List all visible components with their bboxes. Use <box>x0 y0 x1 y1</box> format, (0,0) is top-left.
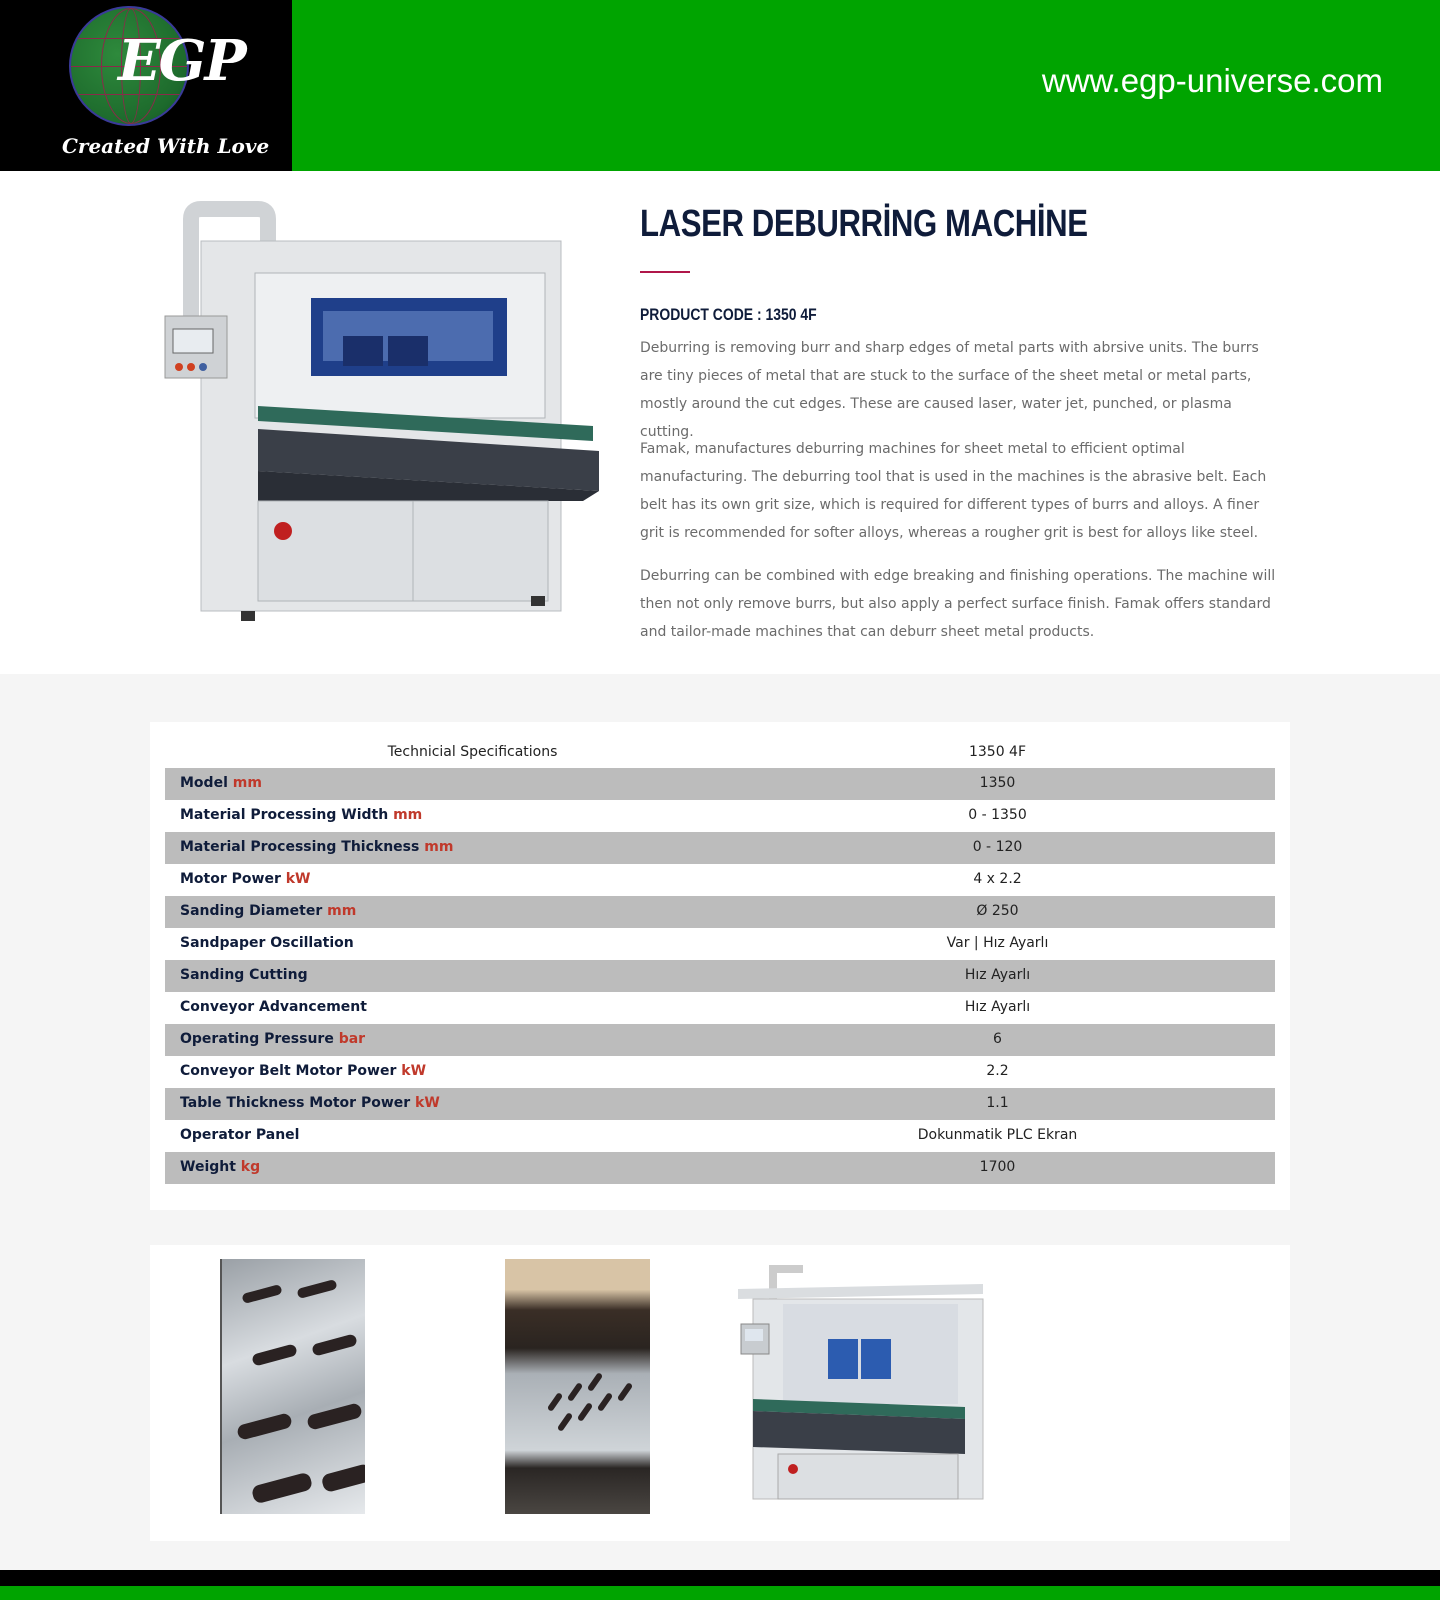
description-paragraph: Famak, manufactures deburring machines for sheet metal to efficient optimal manufacturing. The deburring tool that is used in the machines is the abrasive belt. Each belt has its own grit size, which is required for different types of burrs and alloys. A finer grit is recommended for softer alloys, whereas a rougher grit is best for alloys like steel. <box>640 441 1267 541</box>
footer-accent-bar <box>0 1586 1440 1600</box>
spec-name: Material Processing Thickness <box>180 839 420 855</box>
spec-label <box>180 1127 299 1143</box>
spec-value: 1350 <box>979 775 1016 791</box>
table-row <box>165 992 1275 1024</box>
table-row <box>165 1152 1275 1184</box>
spec-name: Material Processing Width <box>180 807 389 823</box>
table-row <box>165 1056 1275 1088</box>
footer-bar <box>0 1570 1440 1586</box>
spec-value: Var | Hız Ayarlı <box>946 935 1049 951</box>
spec-table-header <box>165 736 1275 768</box>
table-row <box>165 768 1275 800</box>
spec-value: 6 <box>993 1031 1002 1047</box>
table-row <box>165 832 1275 864</box>
spec-label <box>180 807 422 823</box>
table-row <box>165 1024 1275 1056</box>
spec-unit: mm <box>327 903 357 919</box>
table-row <box>165 896 1275 928</box>
spec-name: Sanding Cutting <box>180 967 308 983</box>
spec-unit: kW <box>401 1063 427 1079</box>
product-section <box>0 171 1440 674</box>
spec-name: Operating Pressure <box>180 1031 334 1047</box>
spec-name: Motor Power <box>180 871 281 887</box>
spec-label <box>180 775 262 791</box>
spec-header-model: 1350 4F <box>968 744 1027 760</box>
sheet-metal-slots-photo[interactable] <box>220 1259 365 1514</box>
logo-text: EGP <box>118 28 245 94</box>
spec-name: Operator Panel <box>180 1127 300 1143</box>
spec-label <box>180 967 308 983</box>
spec-label <box>180 903 356 919</box>
image-gallery <box>150 1245 1290 1541</box>
table-row <box>165 1120 1275 1152</box>
spec-value: Dokunmatik PLC Ekran <box>917 1127 1078 1143</box>
table-row <box>165 960 1275 992</box>
spec-value: Hız Ayarlı <box>964 999 1031 1015</box>
spec-name: Table Thickness Motor Power <box>180 1095 411 1111</box>
table-row <box>165 928 1275 960</box>
spec-name: Sandpaper Oscillation <box>180 935 354 951</box>
spec-label <box>180 1031 365 1047</box>
spec-name: Weight <box>180 1159 236 1175</box>
spec-value: 0 - 1350 <box>968 807 1027 823</box>
spec-label <box>180 935 354 951</box>
spec-unit: mm <box>393 807 423 823</box>
spec-name: Conveyor Advancement <box>180 999 367 1015</box>
spec-label <box>180 1095 440 1111</box>
spec-unit: mm <box>424 839 454 855</box>
deburred-sheet-photo[interactable] <box>505 1259 650 1514</box>
spec-unit: bar <box>338 1031 366 1047</box>
spec-value: 1700 <box>979 1159 1016 1175</box>
spec-value: 4 x 2.2 <box>973 871 1022 887</box>
spec-unit: mm <box>232 775 262 791</box>
site-url-link[interactable]: www.egp-universe.com <box>1041 62 1383 99</box>
spec-unit: kW <box>415 1095 440 1111</box>
spec-value: 1.1 <box>986 1095 1009 1111</box>
spec-label <box>180 871 311 887</box>
product-title: LASER DEBURRİNG MACHİNE <box>640 203 1088 245</box>
title-divider <box>640 271 690 273</box>
spec-header-label: Technicial Specifications <box>387 744 558 760</box>
spec-name: Conveyor Belt Motor Power <box>180 1063 397 1079</box>
description-paragraph: Deburring can be combined with edge breaking and finishing operations. The machine will then not only remove burrs, but also apply a perfect surface finish. Famak offers standard and tailor-made machines that can deburr sheet metal products. <box>640 568 1276 640</box>
logo-tagline: Created With Love <box>62 134 270 158</box>
description-paragraph: Deburring is removing burr and sharp edges of metal parts with abrsive units. The burrs are tiny pieces of metal that are stuck to the surface of the sheet metal or metal parts, mostly around the cut edges. These are caused laser, water jet, punched, or plasma cutting. <box>640 340 1259 440</box>
spec-unit: kW <box>285 871 311 887</box>
logo[interactable] <box>0 0 292 171</box>
table-row <box>165 800 1275 832</box>
spec-label <box>180 1063 426 1079</box>
spec-name: Sanding Diameter <box>180 903 323 919</box>
spec-name: Model <box>180 775 228 791</box>
table-row <box>165 1088 1275 1120</box>
spec-rows <box>165 768 1275 1184</box>
spec-unit: kg <box>240 1159 261 1175</box>
product-code: PRODUCT CODE : 1350 4F <box>640 305 817 324</box>
machine-open-photo[interactable] <box>733 1259 989 1514</box>
spec-value: Ø 250 <box>976 903 1019 919</box>
spec-value: 2.2 <box>986 1063 1009 1079</box>
spec-label <box>180 839 453 855</box>
spec-value: 0 - 120 <box>972 839 1023 855</box>
spec-label <box>180 1159 260 1175</box>
spec-table <box>150 722 1290 1210</box>
spec-label <box>180 999 367 1015</box>
site-header <box>0 0 1440 171</box>
table-row <box>165 864 1275 896</box>
machine-photo-icon <box>163 201 613 631</box>
spec-value: Hız Ayarlı <box>964 967 1031 983</box>
